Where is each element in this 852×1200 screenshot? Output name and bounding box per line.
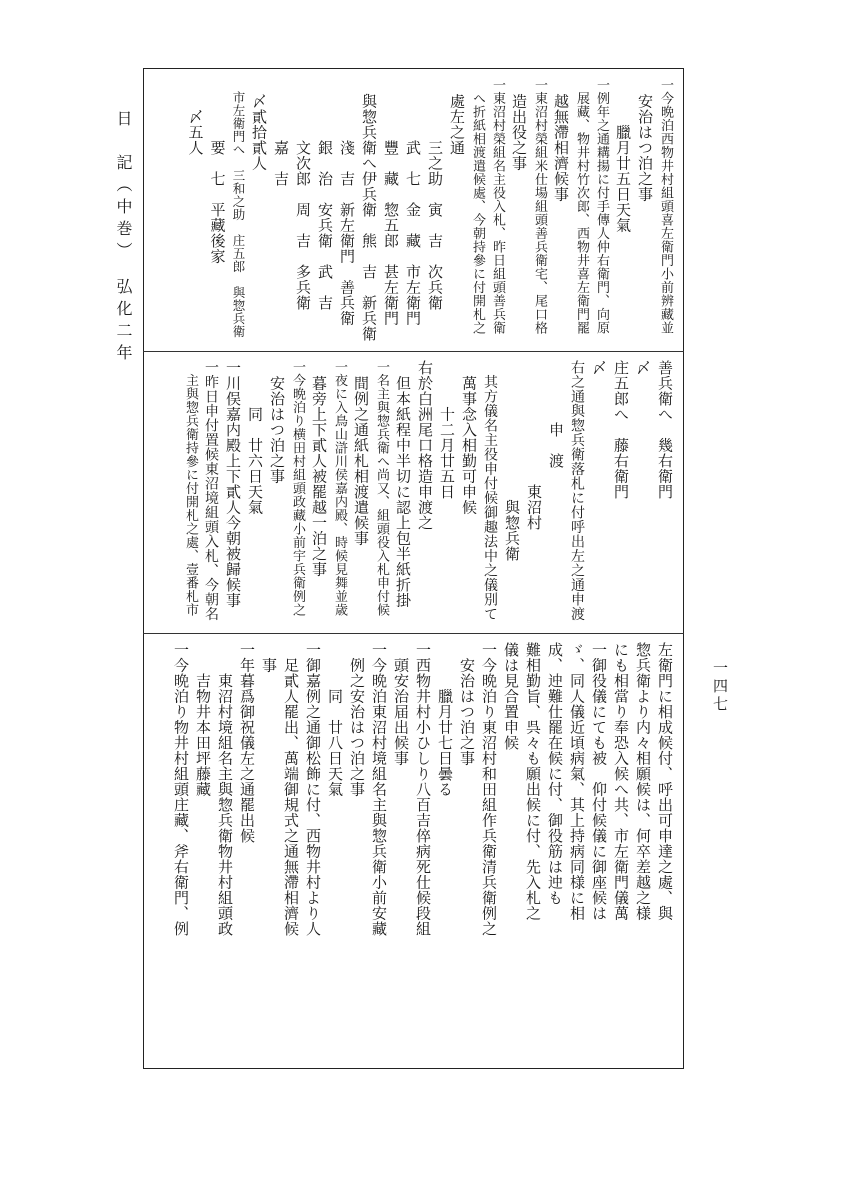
text-column: 〆貳拾貳人 [250,78,268,171]
middle-section [143,352,684,632]
text-column: 一今晩泊り東沼村和田組作兵衛清兵衛例之 [480,642,498,937]
text-column: 一西物井村小ひしり八百吉倅病死仕候段組 [414,642,432,937]
running-head: 日 記（中巻） 弘化二年 [114,110,133,366]
text-column: 右於白洲尾口格造申渡之 [416,360,434,531]
text-column: にも相當り奉恐入候へ共、市左衛門儀萬 [612,642,630,921]
text-column: 與惣兵衛へ伊兵衛 熊 吉 新兵衛 [360,78,378,342]
text-column: 與惣兵衛 [503,360,521,562]
text-column: 豐 藏 惣五郎 甚左衛門 [382,78,400,326]
text-column: 安治はつ泊之事 [458,642,476,766]
text-column: へ折紙相渡遣候處、今朝持參に付開札之 [470,78,485,335]
text-column: 要 七 平藏後家 [208,78,227,264]
text-column: 武 七 金 藏 市左衛門 [404,78,422,326]
top-columns [186,78,675,342]
text-column: 頭安治届出候事 [392,642,410,766]
text-column: 一今晩泊り物井村組頭庄藏、斧右衛門、例 [172,642,190,937]
top-section [143,70,684,350]
text-column: 造出役之事 [510,78,528,171]
text-column: 一東沼村榮組名主役入札、昨日組頭善兵衛 [490,78,505,335]
text-column: 一川俣嘉内殿上下貳人今朝被歸候事 [224,360,242,608]
text-column: 同 廿六日天氣 [246,360,264,515]
text-column: 一年暮爲御祝儀左之通罷出候 [238,642,256,844]
text-column: 同 廿八日天氣 [326,642,344,797]
text-column: 例之安治はつ泊之事 [348,642,366,797]
text-column: 其方儀名主役申付候御趣法中之儀別て [482,360,498,621]
bottom-section [143,634,684,1069]
text-column: 左衛門に相成候付、呼出可申達之處、與 [656,642,674,921]
text-column: 〆 [590,360,608,376]
page-number: 一四七 [711,660,729,714]
text-column: 一今晩泊東沼村境組名主與惣兵衛小前安藏 [370,642,388,937]
text-column: 一今晩泊西物井村組頭喜左衛門小前辨藏並 [658,78,673,335]
text-column: 一名主與惣兵衛へ尚又、組頭役入札申付候 [374,360,389,617]
text-column: 〆五人 [186,78,205,156]
bottom-columns [171,642,674,1061]
text-column: 申 渡 [547,360,565,469]
text-column: 暮旁上下貳人被罷越一泊之事 [310,360,328,577]
text-column: 東沼村境組名主與惣兵衛物井村組頭政 [216,642,234,937]
text-column: 成、迚難仕罷在候に付、御役筋は迚も [546,642,564,906]
text-column: 吉物井本田坪藤藏 [194,642,212,797]
text-column: 一例年之通耩揚に付手傳人仲右衛門、向原 [594,78,609,335]
text-column: 一東沼村榮組米仕場組頭善兵衛宅、尾口格 [532,78,547,335]
text-column: 臘月廿七日曇る [436,642,454,797]
text-column: 〆 [634,360,652,376]
text-column: 一昨日申付置候東沼境組頭入札、今朝名 [203,360,219,621]
text-column: 臘月廿五日天氣 [614,78,632,233]
text-column: 間例之通紙札相渡遣候事 [352,360,370,546]
text-column: 但本紙程中半切に認上包半紙折掛 [394,360,412,608]
text-column: 三之助 寅 吉 次兵衛 [426,78,444,311]
text-column: 安治はつ泊之事 [268,360,286,484]
text-column: 東沼村 [525,360,543,531]
text-column: 一御役儀にても被 仰付候儀に御座候は [590,642,608,921]
text-column: ゞ、同人儀近頃病氣、其上持病同様に相 [568,642,586,921]
text-column: 文次郎 周 吉 多兵衛 [294,78,312,311]
text-column: 銀 治 安兵衛 武 吉 [316,78,334,311]
text-column: 十二月廿五日 [438,360,456,500]
text-column: 安治はつ泊之事 [636,78,654,202]
text-column: 難相勤旨、呉々も願出候に付、先入札之 [524,642,542,921]
text-column: 淺 吉 新左衛門 善兵衛 [338,78,356,326]
middle-columns [182,360,674,624]
text-column: 嘉 吉 [272,78,290,187]
text-column: 一夜に入鳥山滸川侯嘉内殿、時候見舞並歳 [332,360,347,617]
text-column: 主與惣兵衛持參に付開札之處、壹番札市 [183,360,198,617]
text-column: 惣兵衛より内々相願候は、何卒差越之様 [634,642,652,921]
text-column: 足貳人罷出、萬端御規式之通無滯相濟候 [282,642,300,937]
text-column: 善兵衛へ 幾右衛門 [656,360,674,500]
text-column: 越無滯相濟候事 [552,78,570,202]
text-column: 一御嘉例之通御松飾に付、西物井村より人 [304,642,322,937]
text-column: 儀は見合置申候 [502,642,520,751]
text-column: 市左衛門へ 三和之助 庄五郎 與惣兵衛 [231,78,246,338]
text-column: 萬事念入相勤可申候 [460,360,478,515]
text-column: 庄五郎へ 藤右衛門 [612,360,630,500]
text-column: 處左之通 [448,78,466,156]
text-column: 展藏、物井村竹次郎、西物井喜左衛門罷 [574,78,589,335]
text-column: 一今晩泊り横田村組頭政藏小前宇兵衛例之 [290,360,305,617]
text-column: 右之通與惣兵衛落札に付呼出左之通申渡 [569,360,585,621]
text-column: 事 [260,642,278,673]
